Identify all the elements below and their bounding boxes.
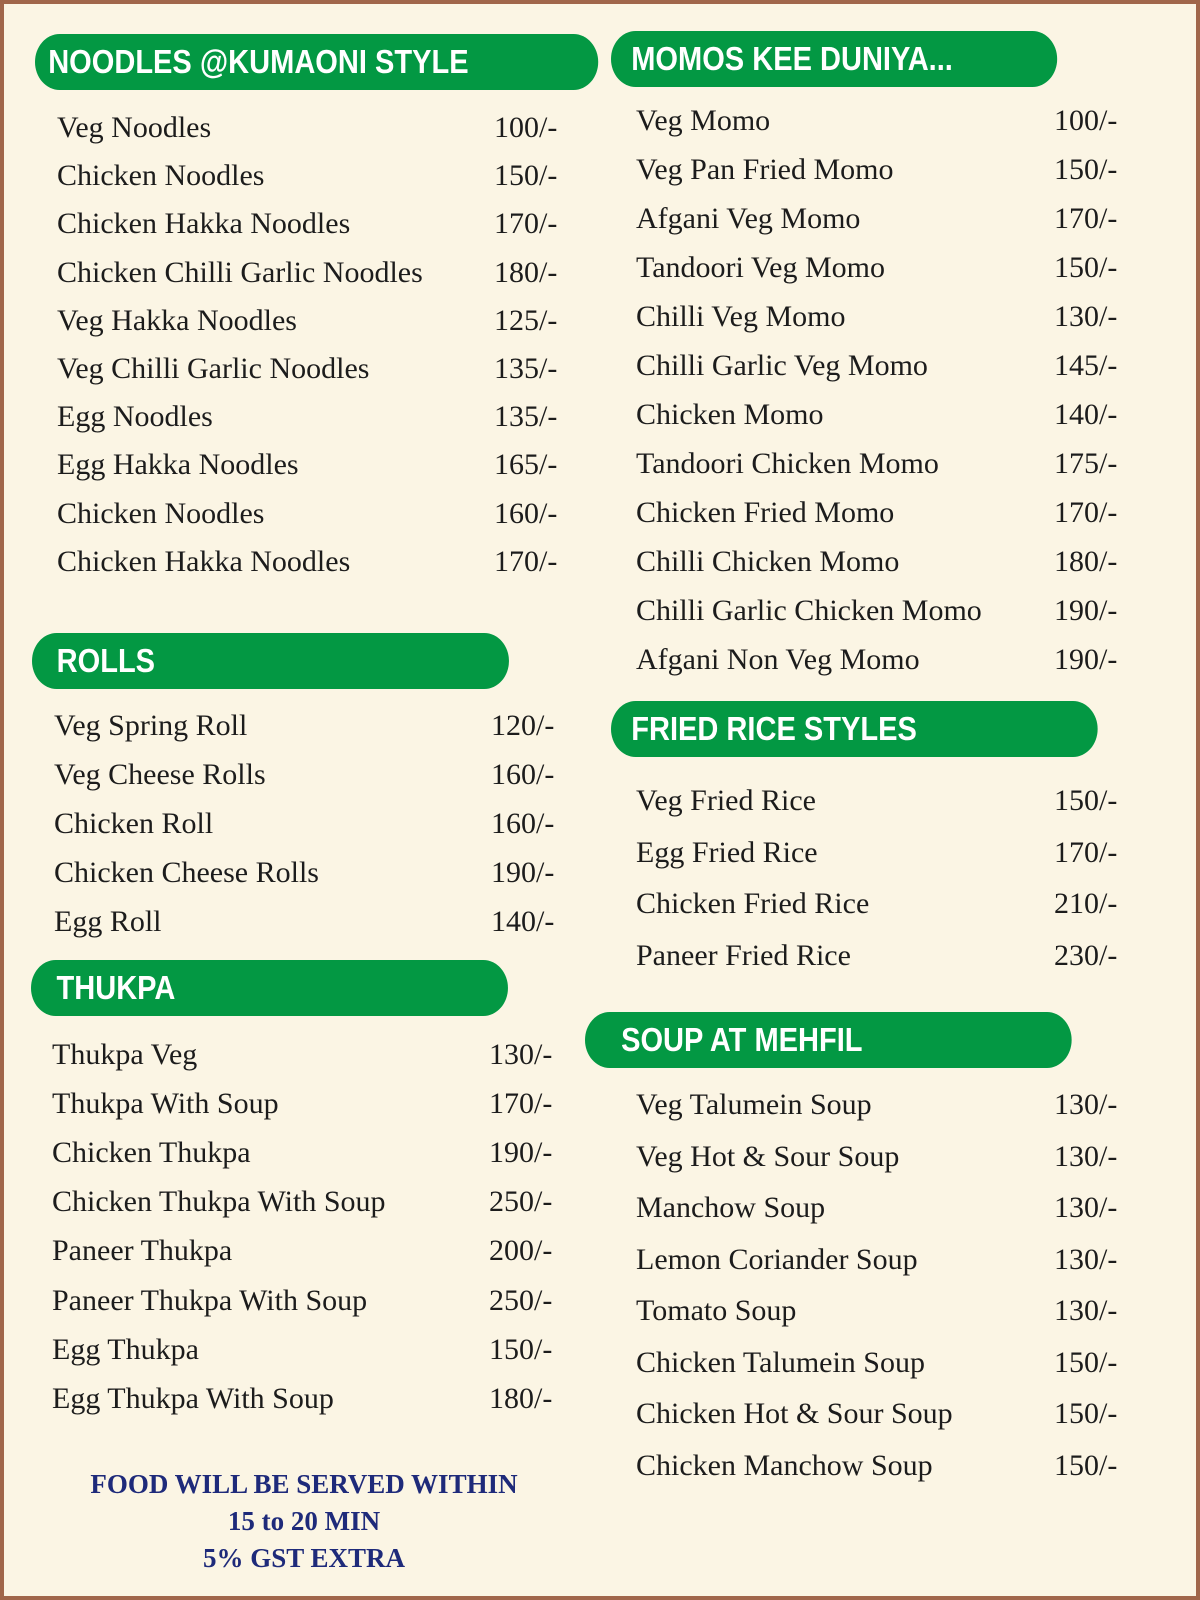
menu-item [52, 1379, 559, 1419]
menu-item-price: 170/- [1054, 202, 1118, 235]
menu-item-price: 210/- [1054, 887, 1118, 920]
menu-item [54, 755, 561, 795]
menu-item-price: 140/- [491, 905, 555, 938]
menu-item [636, 199, 1124, 239]
menu-item-price: 170/- [1054, 496, 1118, 529]
menu-item-name: Chicken Fried Momo [636, 496, 895, 529]
section-header-momos: MOMOS KEE DUNIYA... [611, 31, 1057, 87]
menu-item [636, 1446, 1124, 1486]
service-note-line-3: 5% GST EXTRA [202, 1543, 406, 1573]
menu-item [52, 1281, 559, 1321]
menu-item [54, 706, 561, 746]
menu-item [52, 1231, 559, 1271]
service-note-line-1: FOOD WILL BE SERVED WITHIN [90, 1469, 518, 1499]
menu-item-name: Chicken Thukpa With Soup [52, 1185, 386, 1218]
menu-item-name: Egg Thukpa [52, 1333, 199, 1366]
menu-item-name: Chicken Hakka Noodles [57, 545, 351, 578]
menu-item-name: Veg Cheese Rolls [54, 758, 266, 791]
menu-item-price: 160/- [491, 807, 555, 840]
menu-item [636, 444, 1124, 484]
menu-item-name: Chicken Roll [54, 807, 214, 840]
menu-item-name: Lemon Coriander Soup [636, 1243, 918, 1276]
menu-item-price: 120/- [491, 709, 555, 742]
menu-item [636, 1085, 1124, 1125]
menu-item [57, 397, 564, 437]
menu-item-price: 180/- [489, 1382, 553, 1415]
menu-item-name: Chicken Noodles [57, 497, 265, 530]
section-header-noodles: NOODLES @KUMAONI STYLE [35, 34, 598, 90]
menu-item-price: 170/- [489, 1087, 553, 1120]
menu-item-price: 150/- [1054, 784, 1118, 817]
menu-item [636, 395, 1124, 435]
menu-item [52, 1182, 559, 1222]
menu-item-price: 170/- [1054, 836, 1118, 869]
menu-item-name: Chicken Hakka Noodles [57, 207, 351, 240]
menu-item [57, 204, 564, 244]
menu-item-name: Veg Noodles [57, 111, 212, 144]
menu-item-name: Afgani Veg Momo [636, 202, 861, 235]
menu-item-price: 135/- [494, 352, 558, 385]
menu-item-name: Thukpa With Soup [52, 1087, 279, 1120]
menu-item-price: 180/- [494, 256, 558, 289]
menu-item-name: Veg Hakka Noodles [57, 304, 297, 337]
menu-item-price: 130/- [1054, 1191, 1118, 1224]
menu-item [52, 1035, 559, 1075]
menu-item-name: Tandoori Chicken Momo [636, 447, 939, 480]
menu-item-name: Egg Fried Rice [636, 836, 818, 869]
menu-item-name: Chicken Noodles [57, 159, 265, 192]
section-header-rolls: ROLLS [32, 633, 509, 689]
menu-item-price: 125/- [494, 304, 558, 337]
menu-item-name: Egg Noodles [57, 400, 213, 433]
menu-item-price: 190/- [1054, 594, 1118, 627]
menu-item-name: Thukpa Veg [52, 1038, 198, 1071]
section-header-soup: SOUP AT MEHFIL [585, 1012, 1072, 1068]
menu-item-name: Chicken Fried Rice [636, 887, 870, 920]
menu-item-name: Chicken Momo [636, 398, 824, 431]
menu-item [636, 1240, 1124, 1280]
menu-item-price: 250/- [489, 1185, 553, 1218]
menu-item-name: Chilli Veg Momo [636, 300, 846, 333]
menu-item [57, 349, 564, 389]
menu-item-price: 170/- [494, 207, 558, 240]
menu-item [636, 884, 1124, 924]
menu-item-price: 160/- [491, 758, 555, 791]
menu-item [636, 1291, 1124, 1331]
menu-item-price: 250/- [489, 1284, 553, 1317]
menu-item [636, 833, 1124, 873]
menu-item [57, 156, 564, 196]
menu-item [57, 253, 564, 293]
menu-item-name: Chicken Thukpa [52, 1136, 251, 1169]
menu-item-price: 130/- [1054, 1243, 1118, 1276]
menu-item-name: Paneer Fried Rice [636, 939, 851, 972]
menu-item-name: Chilli Chicken Momo [636, 545, 900, 578]
menu-item-price: 200/- [489, 1234, 553, 1267]
menu-item [636, 1188, 1124, 1228]
menu-item-price: 165/- [494, 448, 558, 481]
menu-item-price: 150/- [1054, 251, 1118, 284]
menu-item [636, 936, 1124, 976]
menu-item-price: 150/- [1054, 1346, 1118, 1379]
menu-item-price: 100/- [494, 111, 558, 144]
menu-item-name: Veg Pan Fried Momo [636, 153, 894, 186]
menu-item [54, 804, 561, 844]
menu-item [636, 781, 1124, 821]
menu-item-name: Chicken Chilli Garlic Noodles [57, 256, 423, 289]
menu-item-name: Egg Roll [54, 905, 162, 938]
menu-item [57, 445, 564, 485]
menu-item [57, 542, 564, 582]
menu-item [636, 542, 1124, 582]
menu-item [57, 108, 564, 148]
menu-item-price: 130/- [1054, 1140, 1118, 1173]
section-header-thukpa: THUKPA [31, 960, 508, 1016]
menu-item-price: 190/- [489, 1136, 553, 1169]
menu-item-price: 150/- [489, 1333, 553, 1366]
menu-item [636, 1394, 1124, 1434]
menu-item-price: 190/- [1054, 643, 1118, 676]
menu-item-name: Chicken Manchow Soup [636, 1449, 933, 1482]
menu-item-name: Veg Chilli Garlic Noodles [57, 352, 370, 385]
menu-item [636, 346, 1124, 386]
menu-item [57, 494, 564, 534]
menu-item-name: Paneer Thukpa [52, 1234, 233, 1267]
menu-item-name: Chicken Hot & Sour Soup [636, 1397, 953, 1430]
menu-item [52, 1084, 559, 1124]
service-note-line-2: 15 to 20 MIN [227, 1506, 381, 1536]
menu-item-price: 160/- [494, 497, 558, 530]
menu-item [57, 301, 564, 341]
menu-item [636, 101, 1124, 141]
menu-item-name: Chicken Talumein Soup [636, 1346, 925, 1379]
menu-item-price: 150/- [1054, 1449, 1118, 1482]
menu-item [636, 150, 1124, 190]
menu-item-price: 230/- [1054, 939, 1118, 972]
menu-item [52, 1133, 559, 1173]
menu-item [54, 853, 561, 893]
menu-item [636, 591, 1124, 631]
menu-item-price: 130/- [1054, 1088, 1118, 1121]
menu-item [54, 902, 561, 942]
menu-item [636, 640, 1124, 680]
menu-item-price: 130/- [489, 1038, 553, 1071]
menu-item [636, 1343, 1124, 1383]
menu-item-price: 145/- [1054, 349, 1118, 382]
menu-item-name: Veg Momo [636, 104, 771, 137]
menu-item-name: Egg Hakka Noodles [57, 448, 299, 481]
menu-item [636, 248, 1124, 288]
menu-item-price: 150/- [1054, 153, 1118, 186]
service-note [40, 1466, 568, 1577]
menu-item-price: 190/- [491, 856, 555, 889]
menu-item-price: 130/- [1054, 1294, 1118, 1327]
menu-item-name: Veg Fried Rice [636, 784, 816, 817]
menu-item-price: 100/- [1054, 104, 1118, 137]
menu-item-price: 135/- [494, 400, 558, 433]
menu-item-name: Paneer Thukpa With Soup [52, 1284, 368, 1317]
menu-item-name: Afgani Non Veg Momo [636, 643, 920, 676]
menu-item-price: 140/- [1054, 398, 1118, 431]
menu-item-price: 150/- [494, 159, 558, 192]
menu-item-price: 170/- [494, 545, 558, 578]
menu-item [636, 297, 1124, 337]
menu-item-price: 180/- [1054, 545, 1118, 578]
menu-item [636, 493, 1124, 533]
menu-item-name: Veg Hot & Sour Soup [636, 1140, 900, 1173]
menu-item-name: Tandoori Veg Momo [636, 251, 885, 284]
section-header-fried-rice: FRIED RICE STYLES [611, 701, 1098, 757]
menu-item-name: Chicken Cheese Rolls [54, 856, 319, 889]
menu-item-price: 150/- [1054, 1397, 1118, 1430]
menu-item-name: Tomato Soup [636, 1294, 797, 1327]
menu-item-name: Veg Talumein Soup [636, 1088, 872, 1121]
menu-item-name: Veg Spring Roll [54, 709, 248, 742]
menu-item-price: 175/- [1054, 447, 1118, 480]
menu-item-name: Egg Thukpa With Soup [52, 1382, 334, 1415]
menu-item [636, 1137, 1124, 1177]
menu-item-price: 130/- [1054, 300, 1118, 333]
menu-item-name: Manchow Soup [636, 1191, 826, 1224]
menu-item-name: Chilli Garlic Chicken Momo [636, 594, 982, 627]
menu-item [52, 1330, 559, 1370]
menu-item-name: Chilli Garlic Veg Momo [636, 349, 928, 382]
